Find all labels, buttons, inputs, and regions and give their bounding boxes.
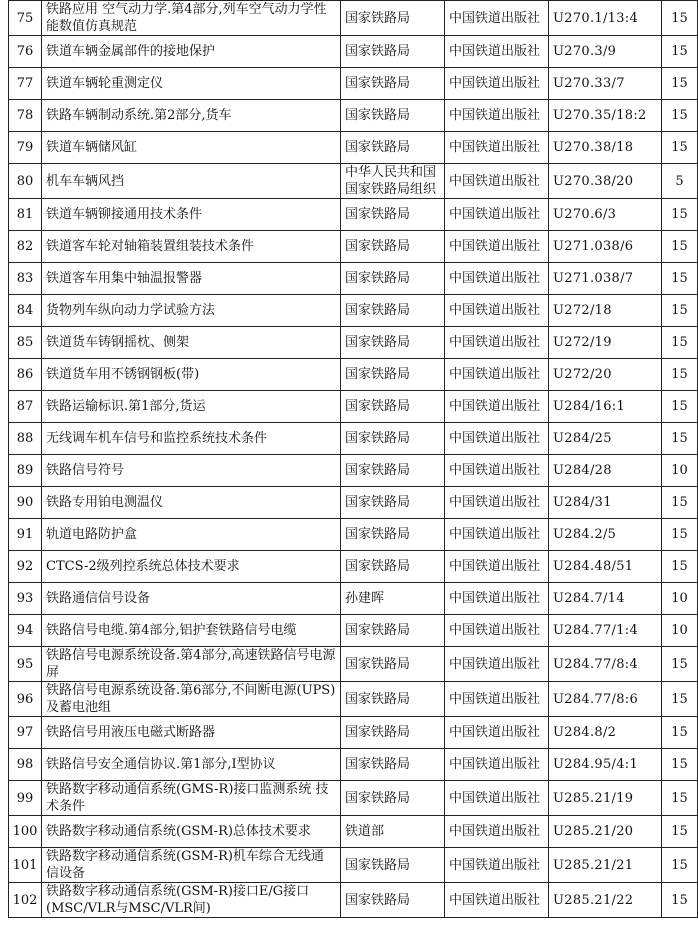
table-row (9, 615, 698, 647)
book-list-table (8, 0, 698, 918)
copies-count: 15 (662, 749, 698, 781)
table-row (9, 455, 698, 487)
publisher-cell: 中国铁道出版社 (445, 487, 549, 519)
book-title: 无线调车机车信号和监控系统技术条件 (42, 423, 341, 455)
row-number: 85 (9, 327, 42, 359)
book-title: 铁路专用铂电测温仪 (42, 487, 341, 519)
book-title: 轨道电路防护盒 (42, 519, 341, 551)
book-title: 铁路应用 空气动力学.第4部分,列车空气动力学性能数值仿真规范 (42, 1, 341, 36)
publisher-cell: 中国铁道出版社 (445, 455, 549, 487)
book-title: 铁路信号安全通信协议.第1部分,I型协议 (42, 749, 341, 781)
row-number: 86 (9, 359, 42, 391)
table-row (9, 231, 698, 263)
publisher-cell: 中国铁道出版社 (445, 519, 549, 551)
table-row (9, 781, 698, 816)
author-cell: 孙建晖 (341, 583, 445, 615)
table-row (9, 487, 698, 519)
copies-count: 15 (662, 68, 698, 100)
author-cell: 国家铁路局 (341, 231, 445, 263)
table-row (9, 848, 698, 883)
publisher-cell: 中国铁道出版社 (445, 391, 549, 423)
copies-count: 15 (662, 100, 698, 132)
book-title: 铁路信号电源系统设备.第6部分,不间断电源(UPS)及蓄电池组 (42, 682, 341, 717)
table-row (9, 68, 698, 100)
row-number: 99 (9, 781, 42, 816)
table-body (9, 1, 698, 918)
row-number: 79 (9, 132, 42, 164)
copies-count: 15 (662, 327, 698, 359)
row-number: 100 (9, 816, 42, 848)
copies-count: 15 (662, 883, 698, 918)
book-title: 铁道车辆金属部件的接地保护 (42, 36, 341, 68)
author-cell: 国家铁路局 (341, 781, 445, 816)
table-row (9, 583, 698, 615)
call-number: U271.038/6 (549, 231, 662, 263)
copies-count: 15 (662, 359, 698, 391)
publisher-cell: 中国铁道出版社 (445, 36, 549, 68)
author-cell: 国家铁路局 (341, 551, 445, 583)
copies-count: 5 (662, 164, 698, 199)
row-number: 96 (9, 682, 42, 717)
row-number: 101 (9, 848, 42, 883)
row-number: 91 (9, 519, 42, 551)
book-title: 铁路信号电源系统设备.第4部分,高速铁路信号电源屏 (42, 647, 341, 682)
call-number: U272/19 (549, 327, 662, 359)
table-row (9, 359, 698, 391)
row-number: 75 (9, 1, 42, 36)
publisher-cell: 中国铁道出版社 (445, 164, 549, 199)
call-number: U270.38/18 (549, 132, 662, 164)
table-row (9, 132, 698, 164)
author-cell: 国家铁路局 (341, 327, 445, 359)
publisher-cell: 中国铁道出版社 (445, 848, 549, 883)
row-number: 93 (9, 583, 42, 615)
call-number: U284/31 (549, 487, 662, 519)
author-cell: 国家铁路局 (341, 423, 445, 455)
book-title: 铁路通信信号设备 (42, 583, 341, 615)
copies-count: 15 (662, 36, 698, 68)
copies-count: 15 (662, 717, 698, 749)
publisher-cell: 中国铁道出版社 (445, 717, 549, 749)
book-title: 铁路运输标识.第1部分,货运 (42, 391, 341, 423)
call-number: U284.77/8:6 (549, 682, 662, 717)
copies-count: 15 (662, 391, 698, 423)
row-number: 77 (9, 68, 42, 100)
table-row (9, 327, 698, 359)
publisher-cell: 中国铁道出版社 (445, 231, 549, 263)
table-row (9, 199, 698, 231)
book-title: 铁路信号电缆.第4部分,铝护套铁路信号电缆 (42, 615, 341, 647)
author-cell: 国家铁路局 (341, 487, 445, 519)
copies-count: 15 (662, 231, 698, 263)
row-number: 83 (9, 263, 42, 295)
publisher-cell: 中国铁道出版社 (445, 615, 549, 647)
author-cell: 国家铁路局 (341, 717, 445, 749)
book-title: 铁路车辆制动系统.第2部分,货车 (42, 100, 341, 132)
publisher-cell: 中国铁道出版社 (445, 263, 549, 295)
row-number: 98 (9, 749, 42, 781)
call-number: U272/20 (549, 359, 662, 391)
call-number: U284.8/2 (549, 717, 662, 749)
call-number: U270.35/18:2 (549, 100, 662, 132)
author-cell: 国家铁路局 (341, 749, 445, 781)
copies-count: 10 (662, 615, 698, 647)
row-number: 78 (9, 100, 42, 132)
publisher-cell: 中国铁道出版社 (445, 100, 549, 132)
table-row (9, 551, 698, 583)
copies-count: 15 (662, 487, 698, 519)
book-title: 铁道车辆储风缸 (42, 132, 341, 164)
call-number: U284/25 (549, 423, 662, 455)
call-number: U285.21/22 (549, 883, 662, 918)
publisher-cell: 中国铁道出版社 (445, 883, 549, 918)
call-number: U271.038/7 (549, 263, 662, 295)
row-number: 84 (9, 295, 42, 327)
call-number: U284.7/14 (549, 583, 662, 615)
table-row (9, 164, 698, 199)
book-title: 铁道货车用不锈钢钢板(带) (42, 359, 341, 391)
book-title: 铁路信号用液压电磁式断路器 (42, 717, 341, 749)
call-number: U285.21/20 (549, 816, 662, 848)
author-cell: 中华人民共和国国家铁路局组织 (341, 164, 445, 199)
call-number: U270.38/20 (549, 164, 662, 199)
table-row (9, 36, 698, 68)
book-title: 铁路信号符号 (42, 455, 341, 487)
publisher-cell: 中国铁道出版社 (445, 199, 549, 231)
book-title: 铁道车辆铆接通用技术条件 (42, 199, 341, 231)
copies-count: 15 (662, 423, 698, 455)
copies-count: 15 (662, 551, 698, 583)
publisher-cell: 中国铁道出版社 (445, 647, 549, 682)
copies-count: 15 (662, 781, 698, 816)
call-number: U284.2/5 (549, 519, 662, 551)
row-number: 90 (9, 487, 42, 519)
book-title: 铁道客车用集中轴温报警器 (42, 263, 341, 295)
author-cell: 国家铁路局 (341, 295, 445, 327)
call-number: U285.21/19 (549, 781, 662, 816)
call-number: U272/18 (549, 295, 662, 327)
publisher-cell: 中国铁道出版社 (445, 1, 549, 36)
table-row (9, 1, 698, 36)
table-row (9, 749, 698, 781)
book-title: 铁道货车铸钢摇枕、侧架 (42, 327, 341, 359)
publisher-cell: 中国铁道出版社 (445, 583, 549, 615)
call-number: U270.1/13:4 (549, 1, 662, 36)
call-number: U284.95/4:1 (549, 749, 662, 781)
author-cell: 国家铁路局 (341, 883, 445, 918)
copies-count: 15 (662, 647, 698, 682)
publisher-cell: 中国铁道出版社 (445, 423, 549, 455)
row-number: 97 (9, 717, 42, 749)
call-number: U284/28 (549, 455, 662, 487)
row-number: 94 (9, 615, 42, 647)
row-number: 92 (9, 551, 42, 583)
author-cell: 国家铁路局 (341, 68, 445, 100)
author-cell: 铁道部 (341, 816, 445, 848)
copies-count: 15 (662, 519, 698, 551)
row-number: 80 (9, 164, 42, 199)
call-number: U270.6/3 (549, 199, 662, 231)
author-cell: 国家铁路局 (341, 132, 445, 164)
author-cell: 国家铁路局 (341, 647, 445, 682)
copies-count: 15 (662, 132, 698, 164)
row-number: 95 (9, 647, 42, 682)
table-row (9, 391, 698, 423)
copies-count: 15 (662, 848, 698, 883)
publisher-cell: 中国铁道出版社 (445, 359, 549, 391)
row-number: 89 (9, 455, 42, 487)
author-cell: 国家铁路局 (341, 615, 445, 647)
book-title: 铁道车辆轮重测定仪 (42, 68, 341, 100)
author-cell: 国家铁路局 (341, 848, 445, 883)
publisher-cell: 中国铁道出版社 (445, 132, 549, 164)
row-number: 88 (9, 423, 42, 455)
row-number: 81 (9, 199, 42, 231)
table-row (9, 100, 698, 132)
call-number: U284.77/1:4 (549, 615, 662, 647)
publisher-cell: 中国铁道出版社 (445, 295, 549, 327)
book-title: 机车车辆风挡 (42, 164, 341, 199)
book-title: CTCS-2级列控系统总体技术要求 (42, 551, 341, 583)
author-cell: 国家铁路局 (341, 455, 445, 487)
copies-count: 15 (662, 295, 698, 327)
author-cell: 国家铁路局 (341, 391, 445, 423)
table-row (9, 717, 698, 749)
book-title: 铁路数字移动通信系统(GSM-R)机车综合无线通信设备 (42, 848, 341, 883)
call-number: U284.77/8:4 (549, 647, 662, 682)
author-cell: 国家铁路局 (341, 1, 445, 36)
copies-count: 15 (662, 682, 698, 717)
copies-count: 15 (662, 199, 698, 231)
author-cell: 国家铁路局 (341, 519, 445, 551)
call-number: U270.33/7 (549, 68, 662, 100)
book-title: 铁路数字移动通信系统(GSM-R)接口E/G接口(MSC/VLR与MSC/VLR间) (42, 883, 341, 918)
call-number: U270.3/9 (549, 36, 662, 68)
book-title: 铁道客车轮对轴箱装置组装技术条件 (42, 231, 341, 263)
call-number: U284/16:1 (549, 391, 662, 423)
book-title: 铁路数字移动通信系统(GMS-R)接口监测系统 技术条件 (42, 781, 341, 816)
table-row (9, 263, 698, 295)
author-cell: 国家铁路局 (341, 199, 445, 231)
author-cell: 国家铁路局 (341, 359, 445, 391)
copies-count: 15 (662, 816, 698, 848)
row-number: 82 (9, 231, 42, 263)
author-cell: 国家铁路局 (341, 682, 445, 717)
call-number: U284.48/51 (549, 551, 662, 583)
book-title: 货物列车纵向动力学试验方法 (42, 295, 341, 327)
copies-count: 10 (662, 455, 698, 487)
table-row (9, 883, 698, 918)
table-row (9, 295, 698, 327)
table-row (9, 423, 698, 455)
row-number: 87 (9, 391, 42, 423)
call-number: U285.21/21 (549, 848, 662, 883)
publisher-cell: 中国铁道出版社 (445, 749, 549, 781)
copies-count: 15 (662, 263, 698, 295)
author-cell: 国家铁路局 (341, 36, 445, 68)
publisher-cell: 中国铁道出版社 (445, 816, 549, 848)
table-row (9, 519, 698, 551)
author-cell: 国家铁路局 (341, 263, 445, 295)
publisher-cell: 中国铁道出版社 (445, 68, 549, 100)
copies-count: 15 (662, 1, 698, 36)
publisher-cell: 中国铁道出版社 (445, 327, 549, 359)
book-title: 铁路数字移动通信系统(GSM-R)总体技术要求 (42, 816, 341, 848)
table-row (9, 647, 698, 682)
publisher-cell: 中国铁道出版社 (445, 781, 549, 816)
table-row (9, 682, 698, 717)
author-cell: 国家铁路局 (341, 100, 445, 132)
publisher-cell: 中国铁道出版社 (445, 682, 549, 717)
copies-count: 10 (662, 583, 698, 615)
publisher-cell: 中国铁道出版社 (445, 551, 549, 583)
row-number: 102 (9, 883, 42, 918)
row-number: 76 (9, 36, 42, 68)
table-row (9, 816, 698, 848)
